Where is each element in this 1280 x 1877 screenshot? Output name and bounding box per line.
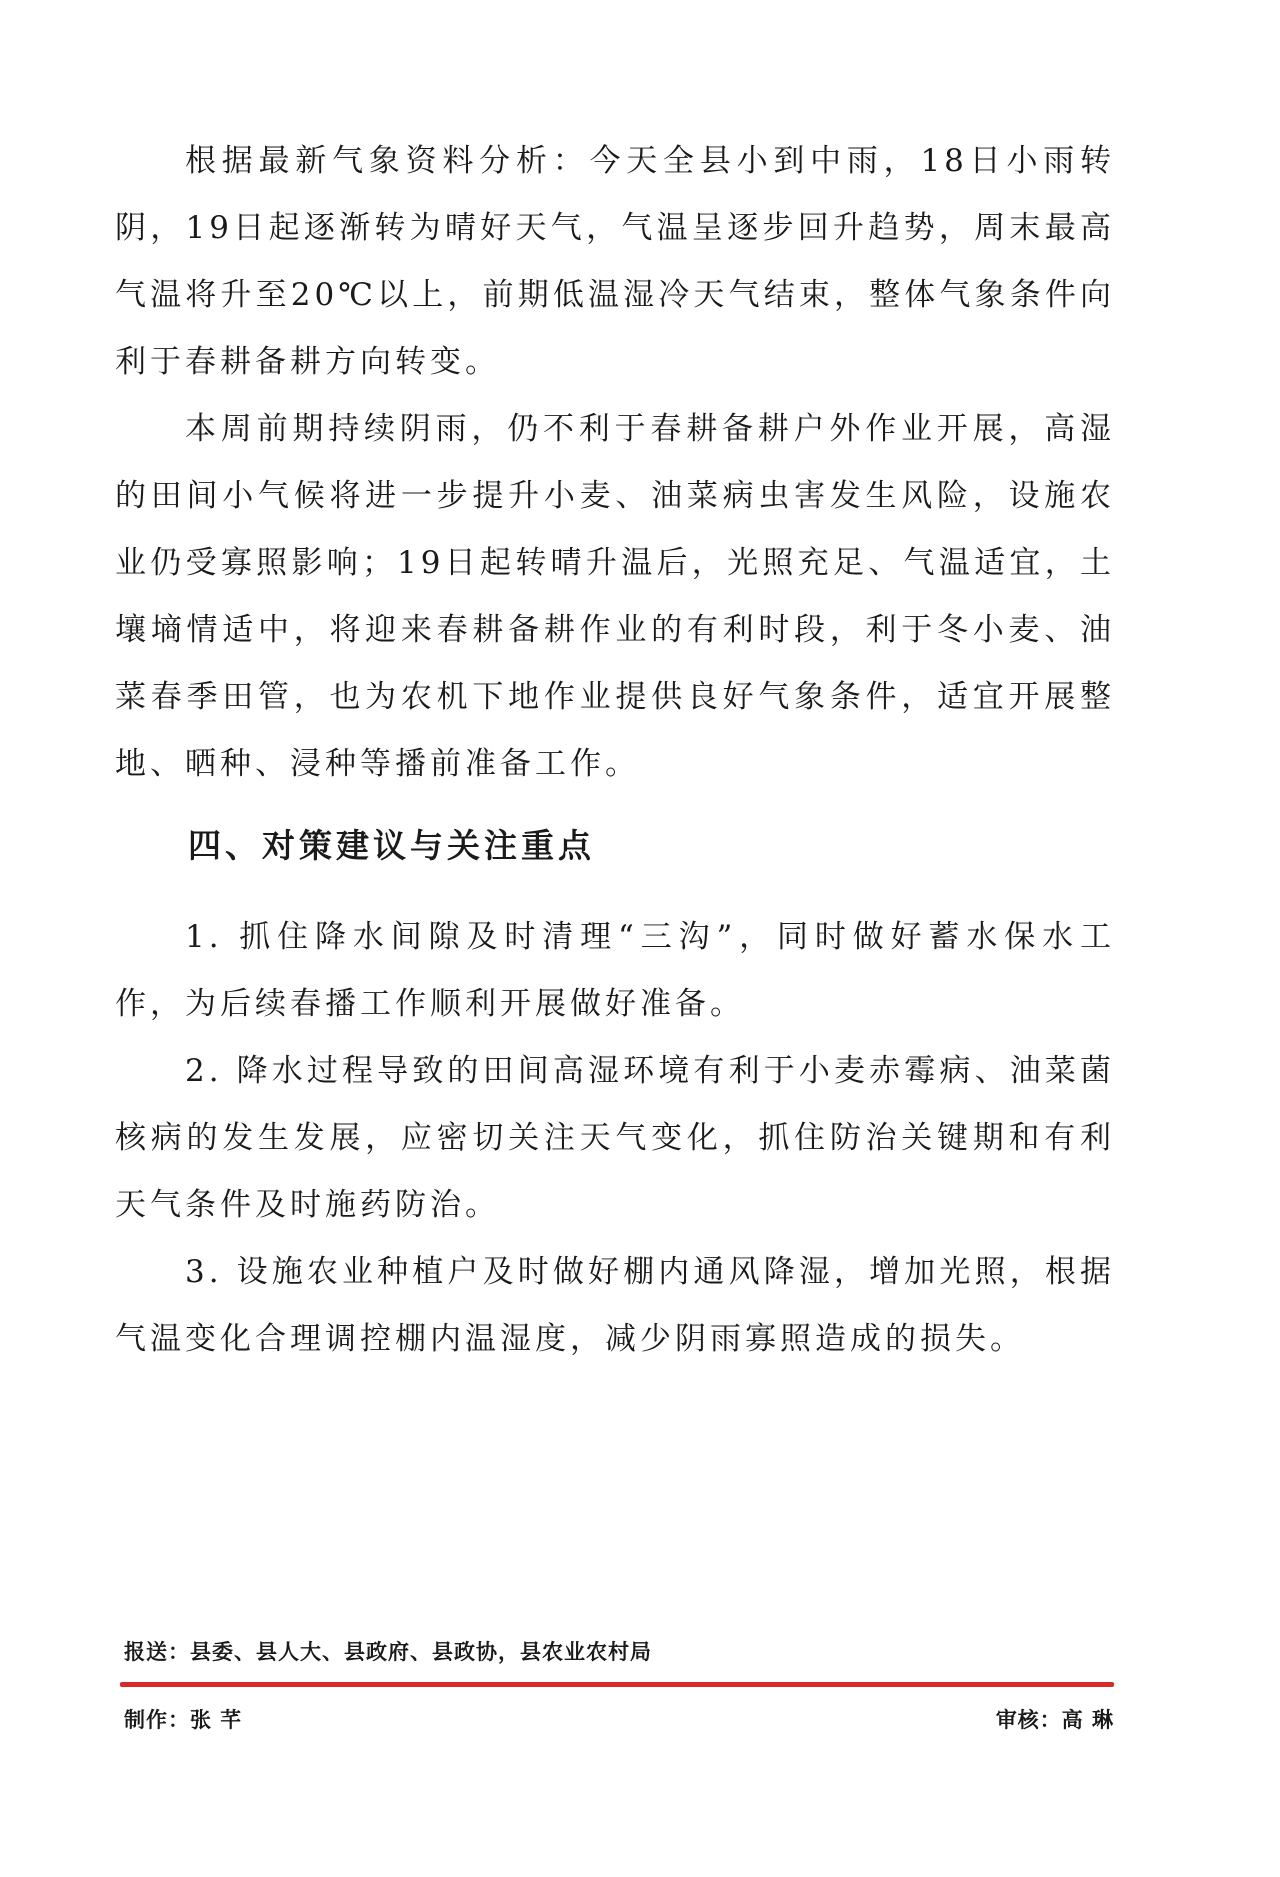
recommendation-item-1: 1. 抓住降水间隙及时清理“三沟”，同时做好蓄水保水工作，为后续春播工作顺利开展做好准备。: [115, 919, 1115, 1022]
footer-recipients: 报送：县委、县人大、县政府、县政协，县农业农村局: [124, 1640, 652, 1664]
red-divider: [120, 1682, 1114, 1687]
recommendation-list: [115, 904, 1115, 1373]
recommendation-item-3: 3. 设施农业种植户及时做好棚内通风降湿，增加光照，根据气温变化合理调控棚内温湿度，减少阴雨寡照造成的损失。: [115, 1254, 1115, 1357]
paragraph-farming-impact: 本周前期持续阴雨，仍不利于春耕备耕户外作业开展，高湿的田间小气候将进一步提升小麦、油菜病虫害发生风险，设施农业仍受寡照影响；19日起转晴升温后，光照充足、气温适宜，土壤墒情适中，将迎来春耕备耕作业的有利时段，利于冬小麦、油菜春季田管，也为农机下地作业提供良好气象条件，适宜开展整地、晒种、浸种等播前准备工作。: [115, 411, 1115, 782]
paragraph-weather-analysis: 根据最新气象资料分析：今天全县小到中雨，18日小雨转阴，19日起逐渐转为晴好天气，气温呈逐步回升趋势，周末最高气温将升至20℃以上，前期低温湿冷天气结束，整体气象条件向利于春耕备耕方向转变。: [115, 143, 1115, 380]
footer-reviewer: 审核：高 琳: [995, 1708, 1114, 1732]
section-heading: 四、对策建议与关注重点: [188, 826, 595, 865]
recommendation-item-2: 2. 降水过程导致的田间高湿环境有利于小麦赤霉病、油菜菌核病的发生发展，应密切关注天气变化，抓住防治关键期和有利天气条件及时施药防治。: [115, 1053, 1115, 1223]
body-text: [115, 128, 1115, 798]
footer-maker: 制作：张 芊: [124, 1708, 243, 1732]
